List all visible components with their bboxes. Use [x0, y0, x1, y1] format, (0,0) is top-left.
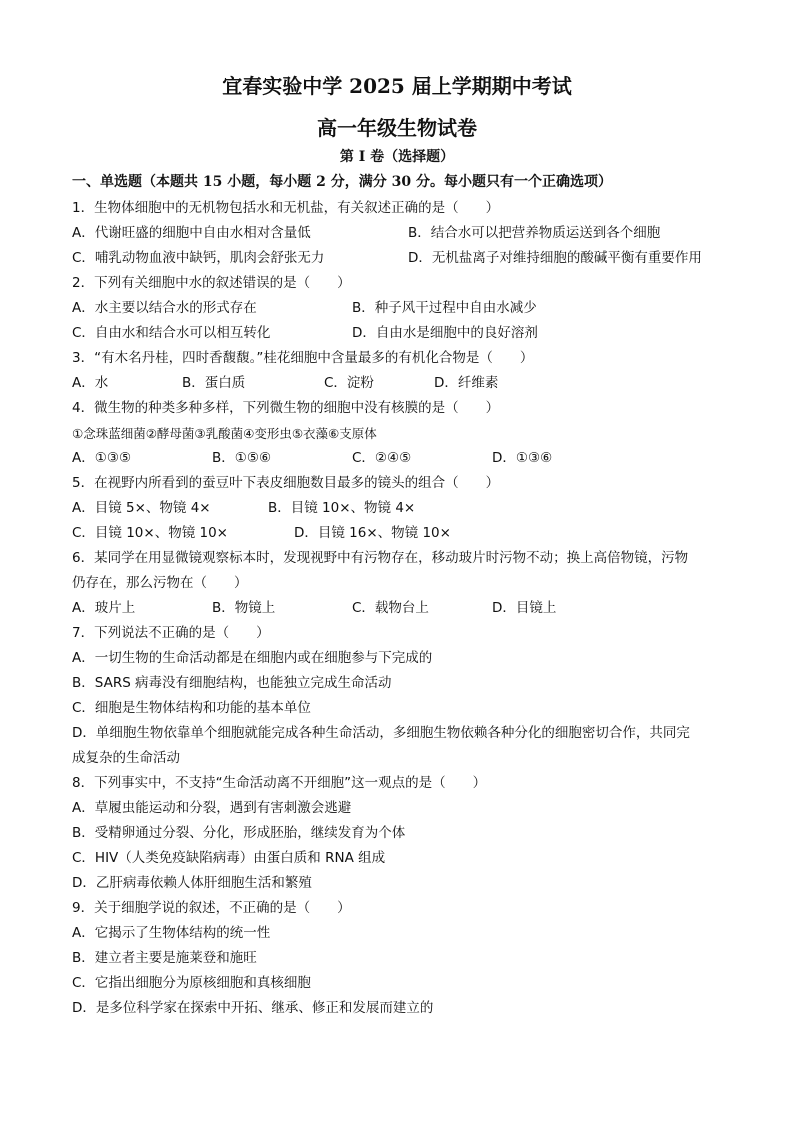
- option-c: C．目镜 10×、物镜 10×: [72, 525, 228, 541]
- question-9-stem: 9．关于细胞学说的叙述，不正确的是（ ）: [72, 900, 351, 916]
- option-c: C．自由水和结合水可以相互转化: [72, 325, 271, 341]
- option-a: A．水: [72, 375, 109, 391]
- question-3-stem: 3．“有木名丹桂，四时香馥馥。”桂花细胞中含量最多的有机化合物是（ ）: [72, 350, 534, 366]
- option-b: B．SARS 病毒没有细胞结构，也能独立完成生命活动: [72, 675, 392, 691]
- option-b: B．受精卵通过分裂、分化，形成胚胎，继续发育为个体: [72, 825, 406, 841]
- question-5-stem: 5．在视野内所看到的蚕豆叶下表皮细胞数目最多的镜头的组合（ ）: [72, 475, 500, 491]
- question-4-stem: 4．微生物的种类多种多样，下列微生物的细胞中没有核膜的是（ ）: [72, 400, 500, 416]
- option-d-line1: D．单细胞生物依靠单个细胞就能完成各种生命活动，多细胞生物依赖各种分化的细胞密切合作，共同完: [72, 725, 690, 741]
- question-6-stem-line2: 仍存在，那么污物在（ ）: [72, 575, 248, 591]
- exam-subtitle: 高一年级生物试卷: [317, 116, 477, 140]
- question-2-stem: 2．下列有关细胞中水的叙述错误的是（ ）: [72, 275, 351, 291]
- option-a: A．目镜 5×、物镜 4×: [72, 500, 211, 516]
- question-8-stem: 8．下列事实中，不支持“生命活动离不开细胞”这一观点的是（ ）: [72, 775, 487, 791]
- option-a: A．水主要以结合水的形式存在: [72, 300, 257, 316]
- option-c: C．它指出细胞分为原核细胞和真核细胞: [72, 975, 311, 991]
- option-d: D．是多位科学家在探索中开拓、继承、修正和发展而建立的: [72, 1000, 434, 1016]
- option-b: B．蛋白质: [182, 375, 246, 391]
- exam-title: 宜春实验中学 2025 届上学期期中考试: [222, 74, 572, 98]
- question-5-options-row1: [72, 496, 732, 521]
- option-d: D．自由水是细胞中的良好溶剂: [352, 325, 538, 341]
- question-1-options-row1: [72, 221, 732, 246]
- option-a: A．一切生物的生命活动都是在细胞内或在细胞参与下完成的: [72, 650, 433, 666]
- question-list: [72, 196, 732, 1021]
- question-2-options-row1: [72, 296, 732, 321]
- option-d: D．目镜 16×、物镜 10×: [294, 525, 451, 541]
- option-c: C．哺乳动物血液中缺钙，肌肉会舒张无力: [72, 250, 325, 266]
- option-b: B．种子风干过程中自由水减少: [352, 300, 537, 316]
- option-d: D．无机盐离子对维持细胞的酸碱平衡有重要作用: [408, 250, 702, 266]
- question-6-stem-line1: 6．某同学在用显微镜观察标本时，发现视野中有污物存在，移动玻片时污物不动；换上高倍物镜，污物: [72, 550, 689, 566]
- option-b: B．结合水可以把营养物质运送到各个细胞: [408, 225, 661, 241]
- option-c: C．细胞是生物体结构和功能的基本单位: [72, 700, 311, 716]
- option-d: D．乙肝病毒依赖人体肝细胞生活和繁殖: [72, 875, 312, 891]
- option-d: D．纤维素: [434, 375, 499, 391]
- option-d: D．目镜上: [492, 600, 557, 616]
- question-4-list: ①念珠蓝细菌②酵母菌③乳酸菌④变形虫⑤衣藻⑥支原体: [72, 426, 377, 441]
- option-a: A．代谢旺盛的细胞中自由水相对含量低: [72, 225, 311, 241]
- question-1-stem: 1．生物体细胞中的无机物包括水和无机盐，有关叙述正确的是（ ）: [72, 200, 500, 216]
- question-1-options-row2: [72, 246, 732, 271]
- option-c: C．载物台上: [352, 600, 429, 616]
- section-heading: 一、单选题（本题共 15 小题，每小题 2 分，满分 30 分。每小题只有一个正确选项）: [72, 174, 612, 190]
- question-2-options-row2: [72, 321, 732, 346]
- option-c: C．HIV（人类免疫缺陷病毒）由蛋白质和 RNA 组成: [72, 850, 386, 866]
- option-c: C．②④⑤: [352, 450, 412, 466]
- option-b: B．建立者主要是施莱登和施旺: [72, 950, 257, 966]
- option-c: C．淀粉: [324, 375, 374, 391]
- option-d-line2: 成复杂的生命活动: [72, 750, 180, 766]
- option-a: A．①③⑤: [72, 450, 132, 466]
- question-3-options: [72, 371, 732, 396]
- option-b: B．物镜上: [212, 600, 276, 616]
- question-6-options: [72, 596, 732, 621]
- volume-heading: 第 I 卷（选择题）: [339, 149, 455, 165]
- option-b: B．目镜 10×、物镜 4×: [268, 500, 416, 516]
- option-a: A．它揭示了生物体结构的统一性: [72, 925, 271, 941]
- question-5-options-row2: [72, 521, 732, 546]
- option-a: A．草履虫能运动和分裂，遇到有害刺激会逃避: [72, 800, 352, 816]
- question-7-stem: 7．下列说法不正确的是（ ）: [72, 625, 270, 641]
- option-d: D．①③⑥: [492, 450, 553, 466]
- option-b: B．①⑤⑥: [212, 450, 272, 466]
- question-4-options: [72, 446, 732, 471]
- option-a: A．玻片上: [72, 600, 136, 616]
